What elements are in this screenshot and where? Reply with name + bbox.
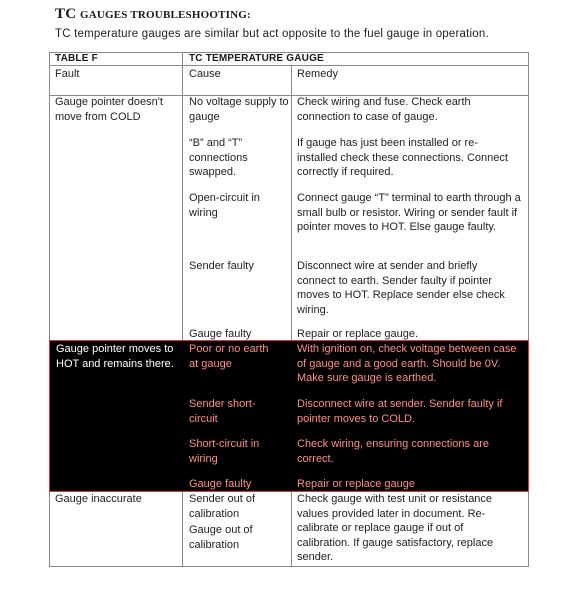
- fault-cell: Gauge pointer moves to HOT and remains there.: [56, 343, 174, 370]
- remedy-cell: Repair or replace gauge.: [297, 328, 419, 340]
- highlighted-row-block: [49, 340, 529, 492]
- cause-cell: Sender short-circuit: [189, 398, 256, 425]
- column-header-fault: Fault: [55, 68, 80, 80]
- remedy-cell: Check gauge with test unit or resistance values provided later in document. Re-calibrate or replace gauge if out of calibration. If gauge satisfactory, replace sender.: [297, 493, 494, 563]
- remedy-cell: With ignition on, check voltage between case of gauge and a good earth. Should be 0V. Make sure gauge is earthed.: [297, 343, 517, 384]
- column-header-cause: Cause: [189, 68, 221, 80]
- fault-cell: Gauge inaccurate: [55, 493, 142, 505]
- cause-cell: “B” and “T” connections swapped.: [189, 137, 248, 178]
- remedy-cell: Disconnect wire at sender. Sender faulty if pointer moves to COLD.: [297, 398, 503, 425]
- page-title: [55, 6, 251, 23]
- cause-cell: Open-circuit in wiring: [189, 192, 260, 219]
- cause-cell: Poor or no earth at gauge: [189, 343, 269, 370]
- remedy-cell: Repair or replace gauge: [297, 478, 416, 490]
- title-rest: GAUGES TROUBLESHOOTING:: [79, 9, 251, 21]
- cause-cell: Gauge faulty: [189, 478, 252, 490]
- remedy-cell: Check wiring and fuse. Check earth connection to case of gauge.: [297, 96, 471, 123]
- remedy-cell: Check wiring, ensuring connections are correct.: [297, 438, 489, 465]
- remedy-cell: Connect gauge “T” terminal to earth through a small bulb or resistor. Wiring or sender fault if pointer moves to HOT. Else gauge faulty.: [297, 192, 521, 233]
- intro-text: TC temperature gauges are similar but act opposite to the fuel gauge in operation.: [55, 28, 489, 40]
- remedy-cell: If gauge has just been installed or re-installed check these connections. Connect correctly if required.: [297, 137, 508, 178]
- cause-cell: Gauge out of calibration: [189, 524, 253, 551]
- column-header-remedy: Remedy: [297, 68, 338, 80]
- remedy-cell: Disconnect wire at sender and briefly connect to earth. Sender faulty if pointer moves to HOT. Replace sender else check wiring.: [297, 260, 505, 316]
- table-header-rule: [49, 65, 529, 66]
- cause-cell: Gauge faulty: [189, 328, 252, 340]
- table-heading: TC TEMPERATURE GAUGE: [189, 53, 324, 64]
- cause-cell: No voltage supply to gauge: [189, 96, 289, 123]
- fault-cell: Gauge pointer doesn't move from COLD: [55, 96, 163, 123]
- cause-cell: Sender faulty: [189, 260, 254, 272]
- cause-cell: Sender out of calibration: [189, 493, 256, 520]
- title-prefix: TC: [55, 6, 77, 22]
- table-label: TABLE F: [55, 53, 98, 64]
- table-bottom-rule: [49, 566, 529, 567]
- cause-cell: Short-circuit in wiring: [189, 438, 260, 465]
